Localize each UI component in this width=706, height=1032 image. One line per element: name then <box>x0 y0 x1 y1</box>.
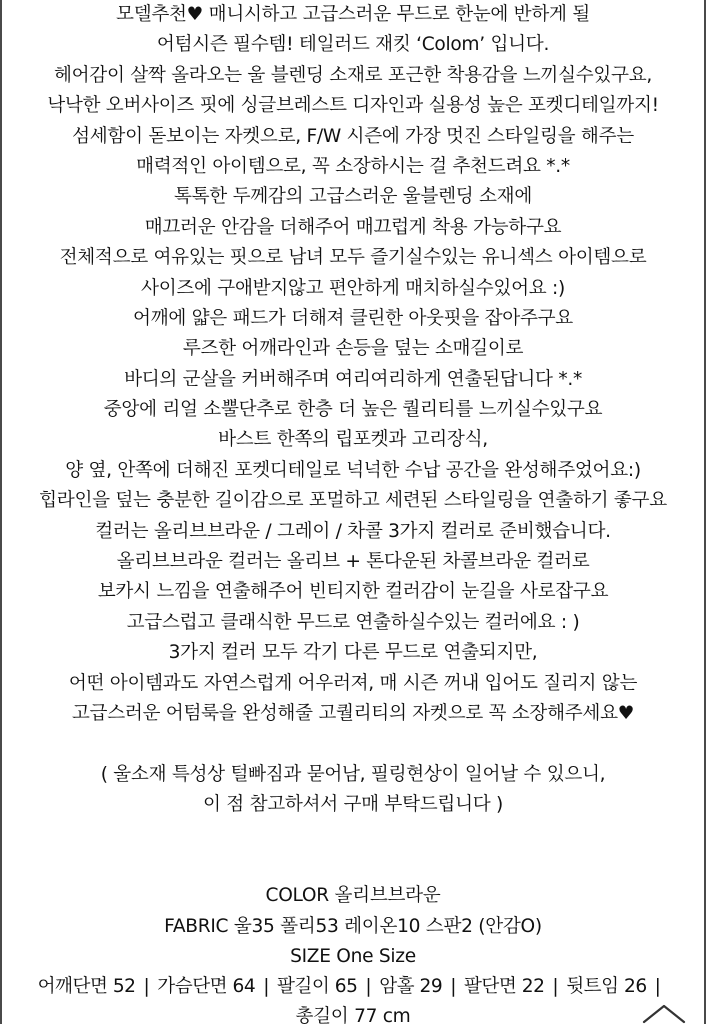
chevron-up-icon <box>642 1002 686 1024</box>
color-spec: COLOR 올리브브라운 <box>265 885 441 907</box>
measurement-sleeve: 팔길이 65 <box>276 975 358 997</box>
description-line: 어텀시즌 필수템! 테일러드 재킷 ‘Colom’ 입니다. <box>156 34 550 56</box>
measurement-armhole: 암홀 29 <box>379 975 443 997</box>
description-line: 어깨에 얇은 패드가 더해져 클린한 아웃핏을 잡아주구요 <box>133 307 573 329</box>
description-line: 모델추천♥ 매니시하고 고급스러운 무드로 한눈에 반하게 될 <box>116 4 590 25</box>
measurement-shoulder: 어깨단면 52 <box>37 975 136 997</box>
spacer <box>0 821 706 882</box>
separator: | <box>450 975 456 997</box>
description-line: 매력적인 아이템으로, 꼭 소장하시는 걸 추천드려요 *.* <box>136 155 570 177</box>
description-line: 바스트 한쪽의 립포켓과 고리장식, <box>218 429 488 451</box>
description-line: 매끄러운 안감을 더해주어 매끄럽게 착용 가능하구요 <box>144 216 562 238</box>
description-line: 중앙에 리얼 소뿔단추로 한층 더 높은 퀄리티를 느끼실수있구요 <box>103 399 603 421</box>
measurement-sleeve-width: 팔단면 22 <box>463 975 545 997</box>
notice-line: 이 점 참고하셔서 구매 부탁드립니다 ) <box>203 794 503 816</box>
description-line: 올리브브라운 컬러는 올리브 + 톤다운된 차콜브라운 컬러로 <box>116 551 590 573</box>
description-line: 고급스러운 어텀룩을 완성해줄 고퀄리티의 자켓으로 꼭 소장해주세요♥ <box>71 702 635 724</box>
scroll-to-top-button[interactable] <box>638 1002 690 1028</box>
notice-line: ( 울소재 특성상 털빠짐과 묻어남, 필링현상이 일어날 수 있으니, <box>100 763 606 785</box>
measurement-chest: 가슴단면 64 <box>157 975 256 997</box>
care-notice <box>0 760 706 821</box>
description-line: 낙낙한 오버사이즈 핏에 싱글브레스트 디자인과 실용성 높은 포켓디테일까지! <box>47 95 659 117</box>
description-line: 헤어감이 살짝 올라오는 울 블렌딩 소재로 포근한 착용감을 느끼실수있구요, <box>53 64 652 86</box>
total-length-spec: 총길이 77 cm <box>295 1006 411 1028</box>
description-line: 바디의 군살을 커버해주며 여리여리하게 연출된답니다 *.* <box>124 368 582 390</box>
measurements-line <box>0 972 706 1002</box>
description-line: 고급스럽고 클래식한 무드로 연출하실수있는 컬러에요 : ) <box>126 611 580 633</box>
separator: | <box>143 975 150 997</box>
separator: | <box>365 975 372 997</box>
spacer <box>0 729 706 759</box>
description-line: 보카시 느낌을 연출해주어 빈티지한 컬러감이 눈길을 사로잡구요 <box>97 581 609 603</box>
description-line: 사이즈에 구애받지않고 편안하게 매치하실수있어요 :) <box>141 277 565 299</box>
fabric-spec: FABRIC 울35 폴리53 레이온10 스판2 (안감O) <box>164 915 542 937</box>
description-line: 힙라인을 덮는 충분한 길이감으로 포멀하고 세련된 스타일링을 연출하기 좋구요 <box>39 490 667 512</box>
description-line: 루즈한 어깨라인과 손등을 덮는 소매길이로 <box>182 338 524 360</box>
separator: | <box>654 975 661 997</box>
size-spec: SIZE One Size <box>290 945 416 967</box>
description-line: 전체적으로 여유있는 핏으로 남녀 모두 즐기실수있는 유니섹스 아이템으로 <box>59 247 647 269</box>
description-line: 컬러는 올리브브라운 / 그레이 / 차콜 3가지 컬러로 준비했습니다. <box>95 520 611 542</box>
description-line: 섬세함이 돋보이는 자켓으로, F/W 시즌에 가장 멋진 스타일링을 해주는 <box>72 125 634 147</box>
measurement-back-vent: 뒷트임 26 <box>566 975 647 997</box>
separator: | <box>263 975 269 997</box>
spec-block <box>0 881 706 1032</box>
description-line: 양 옆, 안쪽에 더해진 포켓디테일로 넉넉한 수납 공간을 완성해주었어요:) <box>65 459 641 481</box>
description-line: 어떤 아이템과도 자연스럽게 어우러져, 매 시즌 꺼내 입어도 질리지 않는 <box>68 672 638 694</box>
description-line: 3가지 컬러 모두 각기 다른 무드로 연출되지만, <box>168 642 538 664</box>
description-line: 톡톡한 두께감의 고급스러운 울블렌딩 소재에 <box>173 186 532 208</box>
separator: | <box>552 975 559 997</box>
